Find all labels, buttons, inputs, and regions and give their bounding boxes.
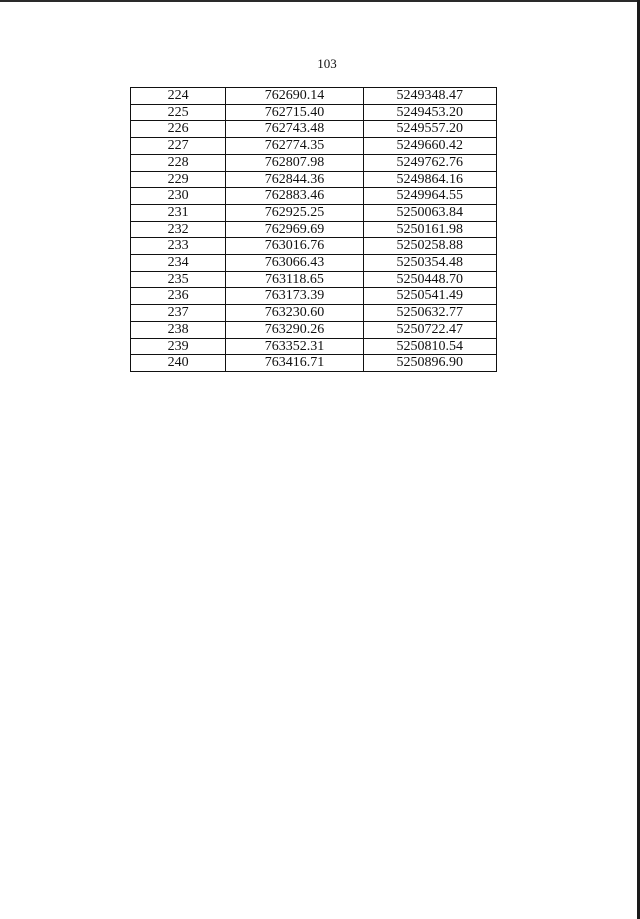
table-row bbox=[131, 255, 497, 272]
x-coordinate-cell: 763352.31 bbox=[226, 338, 363, 355]
y-coordinate-cell: 5250448.70 bbox=[363, 271, 496, 288]
point-number-cell: 236 bbox=[131, 288, 226, 305]
x-coordinate-cell: 763230.60 bbox=[226, 305, 363, 322]
y-coordinate-cell: 5250354.48 bbox=[363, 255, 496, 272]
table-row bbox=[131, 221, 497, 238]
y-coordinate-cell: 5249964.55 bbox=[363, 188, 496, 205]
table-row bbox=[131, 88, 497, 105]
x-coordinate-cell: 762883.46 bbox=[226, 188, 363, 205]
x-coordinate-cell: 763290.26 bbox=[226, 321, 363, 338]
x-coordinate-cell: 762743.48 bbox=[226, 121, 363, 138]
coordinates-table-body bbox=[131, 88, 497, 372]
point-number-cell: 225 bbox=[131, 104, 226, 121]
page-number: 103 bbox=[317, 56, 337, 71]
table-row bbox=[131, 355, 497, 372]
y-coordinate-cell: 5249557.20 bbox=[363, 121, 496, 138]
coordinates-table bbox=[130, 87, 497, 372]
y-coordinate-cell: 5249762.76 bbox=[363, 154, 496, 171]
x-coordinate-cell: 763173.39 bbox=[226, 288, 363, 305]
y-coordinate-cell: 5249453.20 bbox=[363, 104, 496, 121]
x-coordinate-cell: 762774.35 bbox=[226, 138, 363, 155]
y-coordinate-cell: 5250810.54 bbox=[363, 338, 496, 355]
table-row bbox=[131, 238, 497, 255]
table-row bbox=[131, 271, 497, 288]
x-coordinate-cell: 762969.69 bbox=[226, 221, 363, 238]
point-number-cell: 227 bbox=[131, 138, 226, 155]
x-coordinate-cell: 763016.76 bbox=[226, 238, 363, 255]
x-coordinate-cell: 762807.98 bbox=[226, 154, 363, 171]
page-edge-top bbox=[0, 0, 640, 2]
point-number-cell: 237 bbox=[131, 305, 226, 322]
table-row bbox=[131, 154, 497, 171]
table-row bbox=[131, 321, 497, 338]
y-coordinate-cell: 5250896.90 bbox=[363, 355, 496, 372]
table-row bbox=[131, 338, 497, 355]
y-coordinate-cell: 5249348.47 bbox=[363, 88, 496, 105]
x-coordinate-cell: 763118.65 bbox=[226, 271, 363, 288]
y-coordinate-cell: 5250722.47 bbox=[363, 321, 496, 338]
table-row bbox=[131, 288, 497, 305]
x-coordinate-cell: 762715.40 bbox=[226, 104, 363, 121]
point-number-cell: 230 bbox=[131, 188, 226, 205]
x-coordinate-cell: 762844.36 bbox=[226, 171, 363, 188]
y-coordinate-cell: 5249660.42 bbox=[363, 138, 496, 155]
y-coordinate-cell: 5250063.84 bbox=[363, 204, 496, 221]
point-number-cell: 228 bbox=[131, 154, 226, 171]
point-number-cell: 238 bbox=[131, 321, 226, 338]
x-coordinate-cell: 763066.43 bbox=[226, 255, 363, 272]
point-number-cell: 239 bbox=[131, 338, 226, 355]
point-number-cell: 226 bbox=[131, 121, 226, 138]
point-number-cell: 234 bbox=[131, 255, 226, 272]
x-coordinate-cell: 762925.25 bbox=[226, 204, 363, 221]
y-coordinate-cell: 5250632.77 bbox=[363, 305, 496, 322]
point-number-cell: 229 bbox=[131, 171, 226, 188]
table-row bbox=[131, 121, 497, 138]
point-number-cell: 232 bbox=[131, 221, 226, 238]
x-coordinate-cell: 763416.71 bbox=[226, 355, 363, 372]
y-coordinate-cell: 5249864.16 bbox=[363, 171, 496, 188]
table-row bbox=[131, 171, 497, 188]
y-coordinate-cell: 5250161.98 bbox=[363, 221, 496, 238]
point-number-cell: 240 bbox=[131, 355, 226, 372]
table-row bbox=[131, 305, 497, 322]
point-number-cell: 235 bbox=[131, 271, 226, 288]
point-number-cell: 233 bbox=[131, 238, 226, 255]
table-row bbox=[131, 104, 497, 121]
table-row bbox=[131, 138, 497, 155]
table-row bbox=[131, 204, 497, 221]
y-coordinate-cell: 5250541.49 bbox=[363, 288, 496, 305]
table-row bbox=[131, 188, 497, 205]
point-number-cell: 231 bbox=[131, 204, 226, 221]
point-number-cell: 224 bbox=[131, 88, 226, 105]
y-coordinate-cell: 5250258.88 bbox=[363, 238, 496, 255]
x-coordinate-cell: 762690.14 bbox=[226, 88, 363, 105]
